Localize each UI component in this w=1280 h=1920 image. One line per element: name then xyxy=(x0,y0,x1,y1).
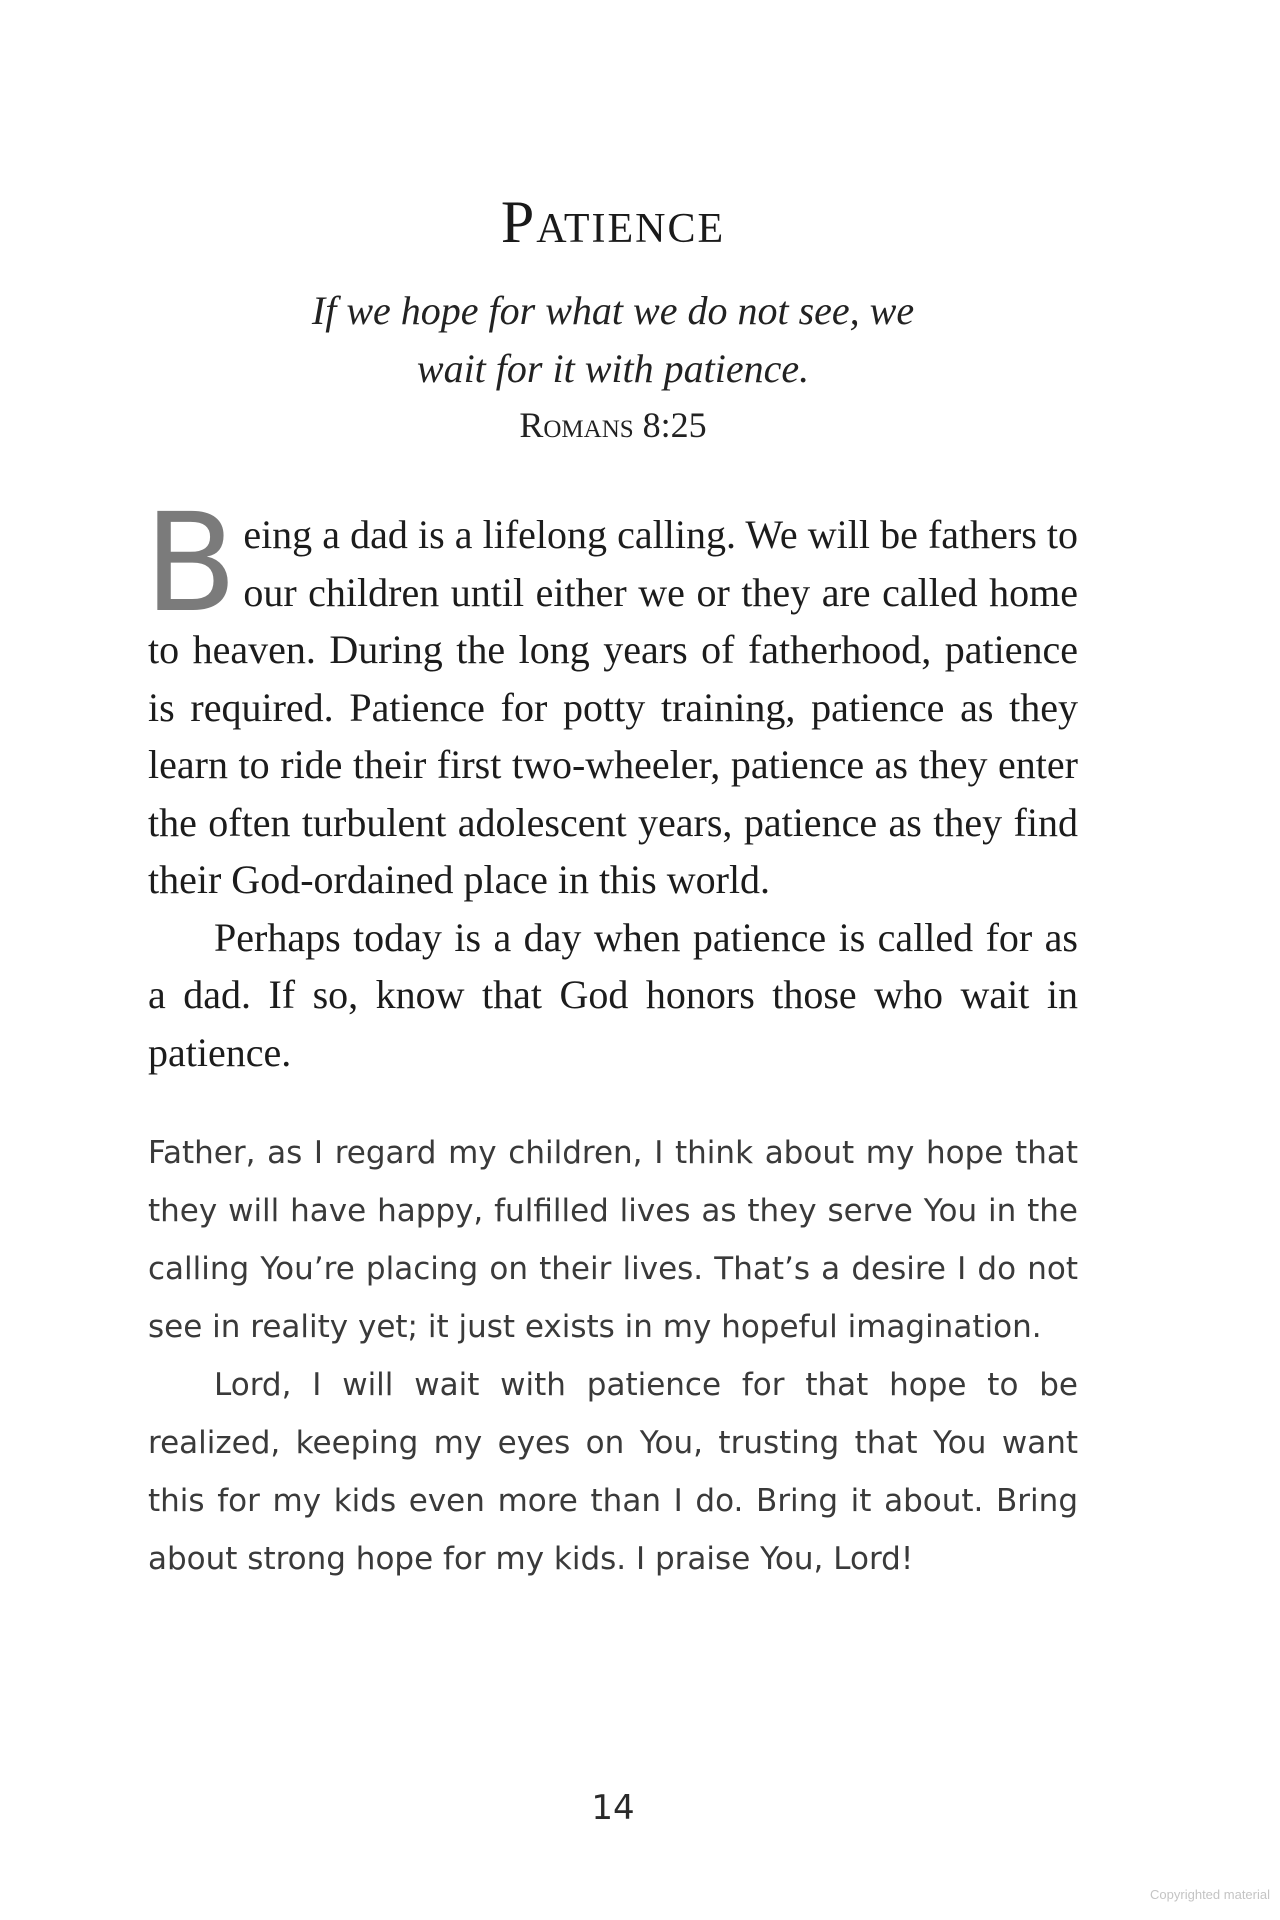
page-title: Patience xyxy=(500,189,726,255)
drop-cap-letter: B xyxy=(144,485,238,643)
prayer-section xyxy=(148,1124,1078,1588)
prayer-paragraph-1: Father, as I regard my children, I think about my hope that they will have happy, fulfilled lives as they serve You in the calling You’re placing on their lives. That’s a desire I do not see in reality yet; it just exists in my hopeful imagination. xyxy=(148,1135,1078,1345)
scripture-reference: Romans 8:25 xyxy=(519,405,707,445)
devotion-paragraph-2: Perhaps today is a day when patience is called for as a dad. If so, know that God honors those who wait in patience. xyxy=(148,914,1078,1075)
devotion-body xyxy=(144,485,1078,1081)
scripture-verse xyxy=(0,282,1226,398)
verse-line-1: If we hope for what we do not see, we xyxy=(311,288,915,333)
prayer-paragraph-2: Lord, I will wait with patience for that hope to be realized, keeping my eyes on You, trusting that You want this for my kids even more than I do. Bring it about. Bring about strong hope for my kids. I praise You, Lord! xyxy=(148,1367,1078,1577)
verse-line-2: wait for it with patience. xyxy=(416,346,810,391)
devotion-paragraph-1 xyxy=(144,485,1078,909)
devotion-paragraph-1-text: eing a dad is a lifelong calling. We will be fathers to our children until either we or they are called home to heaven. During the long years of fatherhood, patience is required. Patience for potty training, patience as they learn to ride their first two-wheeler, patience as they enter the often turbulent adolescent years, patience as they find their God-ordained place in this world. xyxy=(148,512,1078,902)
copyright-watermark: Copyrighted material xyxy=(1150,1887,1270,1902)
page-number: 14 xyxy=(591,1788,635,1828)
